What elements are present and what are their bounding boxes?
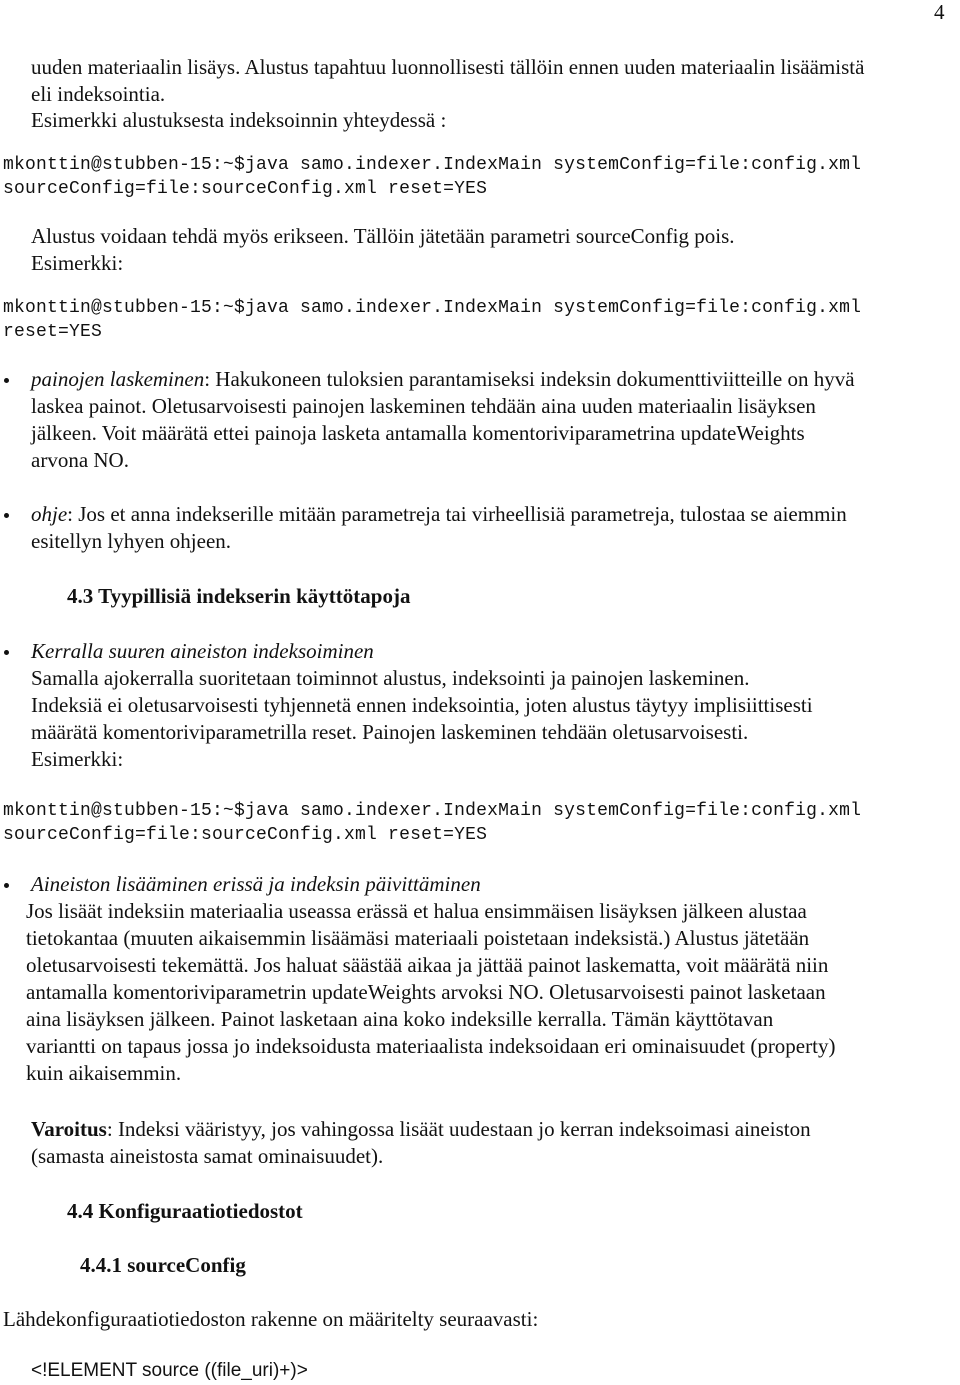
- batch-line-5: aina lisäyksen jälkeen. Painot lasketaan aina koko indeksille kerralla. Tämän käyttötavan: [26, 1007, 774, 1031]
- bulk-title: Kerralla suuren aineiston indeksoiminen: [31, 639, 374, 663]
- help-line-1-text: : Jos et anna indekserille mitään parametreja tai virheellisiä parametreja, tulostaa se aiemmin: [67, 502, 847, 526]
- code-block-3-line-2: sourceConfig=file:sourceConfig.xml reset=YES: [3, 825, 488, 845]
- separate-line-1: Alustus voidaan tehdä myös erikseen. Tällöin jätetään parametri sourceConfig pois.: [31, 224, 735, 248]
- code-block-1-line-2: sourceConfig=file:sourceConfig.xml reset=YES: [3, 179, 488, 199]
- bullet-dot: [4, 883, 9, 888]
- bulk-line-2: Indeksiä ei oletusarvoisesti tyhjennetä ennen indeksointia, joten alustus täytyy implisiittisesti: [31, 693, 813, 717]
- help-line-2: esitellyn lyhyen ohjeen.: [31, 529, 232, 553]
- code-block-2-line-2: reset=YES: [3, 322, 103, 342]
- batch-line-1: Jos lisäät indeksiin materiaalia useassa erässä et halua ensimmäisen lisäyksen jälkeen alustaa: [26, 899, 807, 923]
- page-number: 4: [934, 0, 945, 24]
- separate-line-2: Esimerkki:: [31, 251, 124, 275]
- help-term: ohje: [31, 502, 68, 526]
- batch-line-7: kuin aikaisemmin.: [26, 1061, 182, 1085]
- bulk-line-1: Samalla ajokerralla suoritetaan toiminnot alustus, indeksointi ja painojen laskeminen.: [31, 666, 750, 690]
- weights-line-2: laskea painot. Oletusarvoisesti painojen laskeminen tehdään aina uuden materiaalin lisäyksen: [31, 394, 816, 418]
- dtd-element-line: <!ELEMENT source ((file_uri)+)>: [31, 1360, 308, 1381]
- batch-line-4: antamalla komentoriviparametrin updateWeights arvoksi NO. Oletusarvoisesti painot lasketaan: [26, 980, 826, 1004]
- bullet-dot: [4, 378, 9, 383]
- batch-title: Aineiston lisääminen erissä ja indeksin päivittäminen: [31, 872, 481, 896]
- code-block-2-line-1: mkonttin@stubben-15:~$java samo.indexer.IndexMain systemConfig=file:config.xml: [3, 298, 862, 318]
- intro-line-3: Esimerkki alustuksesta indeksoinnin yhteydessä :: [31, 108, 447, 132]
- source-config-description: Lähdekonfiguraatiotiedoston rakenne on määritelty seuraavasti:: [3, 1307, 539, 1331]
- warning-label: Varoitus: [31, 1117, 107, 1141]
- batch-line-6: variantti on tapaus jossa jo indeksoidusta materiaalista indeksoidaan eri ominaisuudet (property): [26, 1034, 836, 1058]
- weights-line-1: [31, 366, 855, 393]
- weights-line-1-text: : Hakukoneen tuloksien parantamiseksi indeksin dokumenttiviitteille on hyvä: [204, 367, 855, 391]
- warning-line-1: [31, 1116, 811, 1143]
- weights-line-4: arvona NO.: [31, 448, 129, 472]
- intro-line-1: uuden materiaalin lisäys. Alustus tapahtuu luonnollisesti tällöin ennen uuden materiaalin lisäämistä: [31, 55, 865, 79]
- batch-line-2: tietokantaa (muuten aikaisemmin lisäämäsi materiaali poistetaan indeksistä.) Alustus jätetään: [26, 926, 810, 950]
- help-line-1: [31, 501, 847, 528]
- weights-term: painojen laskeminen: [31, 367, 205, 391]
- warning-line-2: (samasta aineistosta samat ominaisuudet).: [31, 1144, 384, 1168]
- weights-line-3: jälkeen. Voit määrätä ettei painoja lasketa antamalla komentoriviparametrina updateWeights: [31, 421, 805, 445]
- batch-line-3: oletusarvoisesti tekemättä. Jos haluat säästää aikaa ja jättää painot laskematta, voit määrätä niin: [26, 953, 829, 977]
- code-block-1-line-1: mkonttin@stubben-15:~$java samo.indexer.IndexMain systemConfig=file:config.xml: [3, 155, 862, 175]
- code-block-3-line-1: mkonttin@stubben-15:~$java samo.indexer.IndexMain systemConfig=file:config.xml: [3, 801, 862, 821]
- intro-line-2: eli indeksointia.: [31, 82, 166, 106]
- bullet-dot: [4, 513, 9, 518]
- bulk-line-3: määrätä komentoriviparametrilla reset. Painojen laskeminen tehdään oletusarvoisesti.: [31, 720, 749, 744]
- bullet-dot: [4, 650, 9, 655]
- section-4-4-1-heading: 4.4.1 sourceConfig: [80, 1253, 246, 1277]
- section-4-4-heading: 4.4 Konfiguraatiotiedostot: [67, 1199, 303, 1223]
- bulk-line-4: Esimerkki:: [31, 747, 124, 771]
- section-4-3-heading: 4.3 Tyypillisiä indekserin käyttötapoja: [67, 584, 411, 608]
- warning-line-1-text: : Indeksi vääristyy, jos vahingossa lisäät uudestaan jo kerran indeksoimasi aineiston: [106, 1117, 811, 1141]
